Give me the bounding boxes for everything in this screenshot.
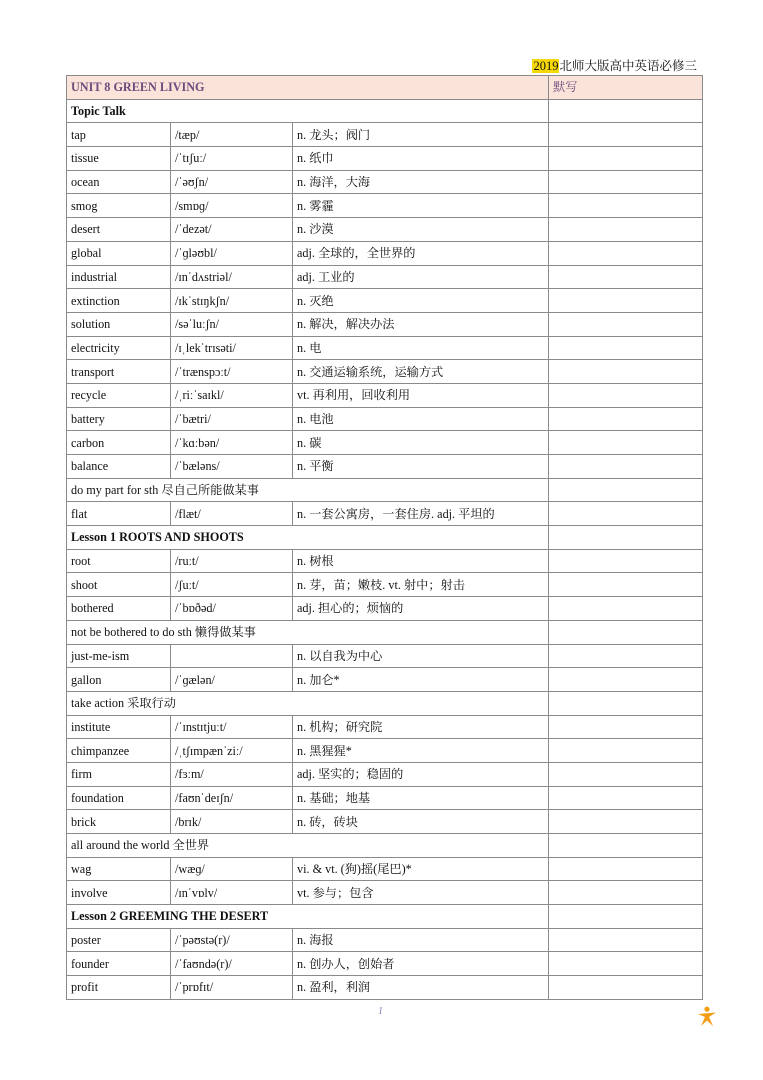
word-cell: electricity	[67, 336, 171, 360]
vocab-row	[67, 762, 703, 786]
meaning-cell: n. 沙漠	[293, 218, 549, 242]
vocab-row	[67, 644, 703, 668]
meaning-cell: n. 解决，解决办法	[293, 312, 549, 336]
word-cell: poster	[67, 928, 171, 952]
meaning-cell: vt. 参与；包含	[293, 881, 549, 905]
meaning-cell: n. 纸巾	[293, 147, 549, 171]
vocabulary-table-body	[67, 76, 703, 1000]
vocab-row	[67, 928, 703, 952]
dictation-cell	[549, 834, 703, 858]
dictation-cell	[549, 241, 703, 265]
word-cell: transport	[67, 360, 171, 384]
phrase-row	[67, 620, 703, 644]
dictation-cell	[549, 265, 703, 289]
word-cell: profit	[67, 976, 171, 1000]
vocab-row	[67, 123, 703, 147]
dictation-cell	[549, 952, 703, 976]
phonetic-cell: /ˌtʃɪmpænˈziː/	[171, 739, 293, 763]
vocab-row	[67, 289, 703, 313]
word-cell: firm	[67, 762, 171, 786]
phonetic-cell: /wæɡ/	[171, 857, 293, 881]
publisher-logo-icon	[697, 1006, 717, 1028]
dictation-cell	[549, 976, 703, 1000]
word-cell: tissue	[67, 147, 171, 171]
phrase-row	[67, 834, 703, 858]
phonetic-cell: /flæt/	[171, 502, 293, 526]
meaning-cell: n. 以自我为中心	[293, 644, 549, 668]
vocab-row	[67, 312, 703, 336]
vocab-row	[67, 786, 703, 810]
meaning-cell: adj. 全球的，全世界的	[293, 241, 549, 265]
dictation-cell	[549, 312, 703, 336]
phrase-cell: not be bothered to do sth 懒得做某事	[67, 620, 549, 644]
meaning-cell: n. 砖，砖块	[293, 810, 549, 834]
dictation-cell	[549, 383, 703, 407]
phonetic-cell: /ɪkˈstɪŋkʃn/	[171, 289, 293, 313]
section-title: Lesson 1 ROOTS AND SHOOTS	[67, 526, 549, 550]
phonetic-cell: /faʊnˈdeɪʃn/	[171, 786, 293, 810]
meaning-cell: n. 一套公寓房，一套住房. adj. 平坦的	[293, 502, 549, 526]
vocab-row	[67, 360, 703, 384]
phonetic-cell: /ɪnˈdʌstriəl/	[171, 265, 293, 289]
phonetic-cell: /ˈtrænspɔːt/	[171, 360, 293, 384]
word-cell: solution	[67, 312, 171, 336]
dictation-cell	[549, 549, 703, 573]
phonetic-cell: /ˈkɑːbən/	[171, 431, 293, 455]
meaning-cell: n. 海洋，大海	[293, 170, 549, 194]
phonetic-cell: /ˈtɪʃuː/	[171, 147, 293, 171]
phonetic-cell: /ɪnˈvɒlv/	[171, 881, 293, 905]
section-header-row	[67, 99, 703, 123]
dictation-cell	[549, 644, 703, 668]
word-cell: wag	[67, 857, 171, 881]
word-cell: desert	[67, 218, 171, 242]
dictation-cell	[549, 715, 703, 739]
phrase-cell: do my part for sth 尽自己所能做某事	[67, 478, 549, 502]
phonetic-cell: /ˈɪnstɪtjuːt/	[171, 715, 293, 739]
word-cell: extinction	[67, 289, 171, 313]
vocabulary-table	[66, 75, 703, 1000]
word-cell: recycle	[67, 383, 171, 407]
phonetic-cell: /ˈbæləns/	[171, 455, 293, 479]
header-year: 2019	[533, 59, 559, 73]
vocab-row	[67, 952, 703, 976]
vocab-row	[67, 549, 703, 573]
meaning-cell: vt. 再利用，回收利用	[293, 383, 549, 407]
word-cell: just-me-ism	[67, 644, 171, 668]
section-header-row	[67, 526, 703, 550]
meaning-cell: adj. 工业的	[293, 265, 549, 289]
vocab-row	[67, 715, 703, 739]
phonetic-cell: /tæp/	[171, 123, 293, 147]
vocab-row	[67, 810, 703, 834]
phonetic-cell: /ˈɡælən/	[171, 668, 293, 692]
dictation-cell	[549, 526, 703, 550]
dictation-cell	[549, 881, 703, 905]
word-cell: smog	[67, 194, 171, 218]
dictation-cell	[549, 147, 703, 171]
phonetic-cell: /ˈbætri/	[171, 407, 293, 431]
meaning-cell: n. 碳	[293, 431, 549, 455]
page-number: 1	[378, 1006, 383, 1017]
meaning-cell: adj. 担心的；烦恼的	[293, 597, 549, 621]
meaning-cell: n. 电	[293, 336, 549, 360]
phonetic-cell: /brɪk/	[171, 810, 293, 834]
vocab-row	[67, 881, 703, 905]
meaning-cell: vi. & vt. (狗)摇(尾巴)*	[293, 857, 549, 881]
word-cell: global	[67, 241, 171, 265]
phrase-row	[67, 691, 703, 715]
vocab-row	[67, 857, 703, 881]
dictation-cell	[549, 478, 703, 502]
word-cell: carbon	[67, 431, 171, 455]
vocab-row	[67, 573, 703, 597]
section-title: Topic Talk	[67, 99, 549, 123]
phonetic-cell: /ˈɡləʊbl/	[171, 241, 293, 265]
meaning-cell: n. 盈利，利润	[293, 976, 549, 1000]
meaning-cell: n. 树根	[293, 549, 549, 573]
phonetic-cell: /ˈbɒðəd/	[171, 597, 293, 621]
phonetic-cell: /səˈluːʃn/	[171, 312, 293, 336]
meaning-cell: n. 创办人，创始者	[293, 952, 549, 976]
meaning-cell: adj. 坚实的；稳固的	[293, 762, 549, 786]
word-cell: brick	[67, 810, 171, 834]
dictation-cell	[549, 194, 703, 218]
word-cell: tap	[67, 123, 171, 147]
dictation-cell	[549, 502, 703, 526]
meaning-cell: n. 灭绝	[293, 289, 549, 313]
dictation-cell	[549, 455, 703, 479]
vocab-row	[67, 407, 703, 431]
word-cell: industrial	[67, 265, 171, 289]
vocab-row	[67, 739, 703, 763]
vocab-row	[67, 455, 703, 479]
word-cell: shoot	[67, 573, 171, 597]
vocab-row	[67, 431, 703, 455]
dictation-cell	[549, 218, 703, 242]
dictation-cell	[549, 170, 703, 194]
dictation-cell	[549, 597, 703, 621]
vocab-row	[67, 502, 703, 526]
dictation-cell	[549, 857, 703, 881]
word-cell: involve	[67, 881, 171, 905]
meaning-cell: n. 龙头；阀门	[293, 123, 549, 147]
phonetic-cell: /fɜːm/	[171, 762, 293, 786]
phonetic-cell: /ˈfaʊndə(r)/	[171, 952, 293, 976]
phonetic-cell: /smɒɡ/	[171, 194, 293, 218]
meaning-cell: n. 平衡	[293, 455, 549, 479]
phonetic-cell: /ˈpəʊstə(r)/	[171, 928, 293, 952]
unit-title: UNIT 8 GREEN LIVING	[67, 76, 549, 100]
dictation-cell	[549, 905, 703, 929]
phrase-cell: all around the world 全世界	[67, 834, 549, 858]
dictation-cell	[549, 620, 703, 644]
phonetic-cell	[171, 644, 293, 668]
phonetic-cell: /ɪˌlekˈtrɪsəti/	[171, 336, 293, 360]
word-cell: founder	[67, 952, 171, 976]
word-cell: chimpanzee	[67, 739, 171, 763]
vocab-row	[67, 336, 703, 360]
phonetic-cell: /ruːt/	[171, 549, 293, 573]
phrase-row	[67, 478, 703, 502]
dictation-cell	[549, 123, 703, 147]
meaning-cell: n. 交通运输系统，运输方式	[293, 360, 549, 384]
meaning-cell: n. 雾霾	[293, 194, 549, 218]
dictation-cell	[549, 928, 703, 952]
vocab-row	[67, 976, 703, 1000]
word-cell: gallon	[67, 668, 171, 692]
word-cell: institute	[67, 715, 171, 739]
vocab-row	[67, 218, 703, 242]
meaning-cell: n. 加仑*	[293, 668, 549, 692]
vocab-row	[67, 194, 703, 218]
word-cell: root	[67, 549, 171, 573]
dictation-cell	[549, 573, 703, 597]
word-cell: balance	[67, 455, 171, 479]
word-cell: flat	[67, 502, 171, 526]
header-title: 北师大版高中英语必修三	[559, 59, 697, 73]
dictation-cell	[549, 739, 703, 763]
vocab-row	[67, 147, 703, 171]
vocab-row	[67, 170, 703, 194]
dictation-cell	[549, 668, 703, 692]
phonetic-cell: /ˈəʊʃn/	[171, 170, 293, 194]
dictation-cell	[549, 360, 703, 384]
meaning-cell: n. 海报	[293, 928, 549, 952]
word-cell: ocean	[67, 170, 171, 194]
word-cell: bothered	[67, 597, 171, 621]
dictation-cell	[549, 289, 703, 313]
dictation-cell	[549, 99, 703, 123]
vocab-row	[67, 383, 703, 407]
dictation-cell	[549, 762, 703, 786]
vocab-row	[67, 265, 703, 289]
word-cell: foundation	[67, 786, 171, 810]
section-header-row	[67, 905, 703, 929]
phonetic-cell: /ˌriːˈsaɪkl/	[171, 383, 293, 407]
dictation-cell	[549, 336, 703, 360]
word-cell: battery	[67, 407, 171, 431]
vocab-row	[67, 241, 703, 265]
vocab-row	[67, 668, 703, 692]
dictation-header: 默写	[549, 76, 703, 100]
meaning-cell: n. 黑猩猩*	[293, 739, 549, 763]
meaning-cell: n. 机构；研究院	[293, 715, 549, 739]
dictation-cell	[549, 691, 703, 715]
vocab-row	[67, 597, 703, 621]
dictation-cell	[549, 407, 703, 431]
phrase-cell: take action 采取行动	[67, 691, 549, 715]
meaning-cell: n. 芽，苗；嫩枝. vt. 射中；射击	[293, 573, 549, 597]
unit-header-row	[67, 76, 703, 100]
dictation-cell	[549, 810, 703, 834]
phonetic-cell: /ˈdezət/	[171, 218, 293, 242]
phonetic-cell: /ˈprɒfɪt/	[171, 976, 293, 1000]
dictation-cell	[549, 431, 703, 455]
section-title: Lesson 2 GREEMING THE DESERT	[67, 905, 549, 929]
dictation-cell	[549, 786, 703, 810]
document-header	[532, 56, 697, 74]
meaning-cell: n. 电池	[293, 407, 549, 431]
phonetic-cell: /ʃuːt/	[171, 573, 293, 597]
meaning-cell: n. 基础；地基	[293, 786, 549, 810]
